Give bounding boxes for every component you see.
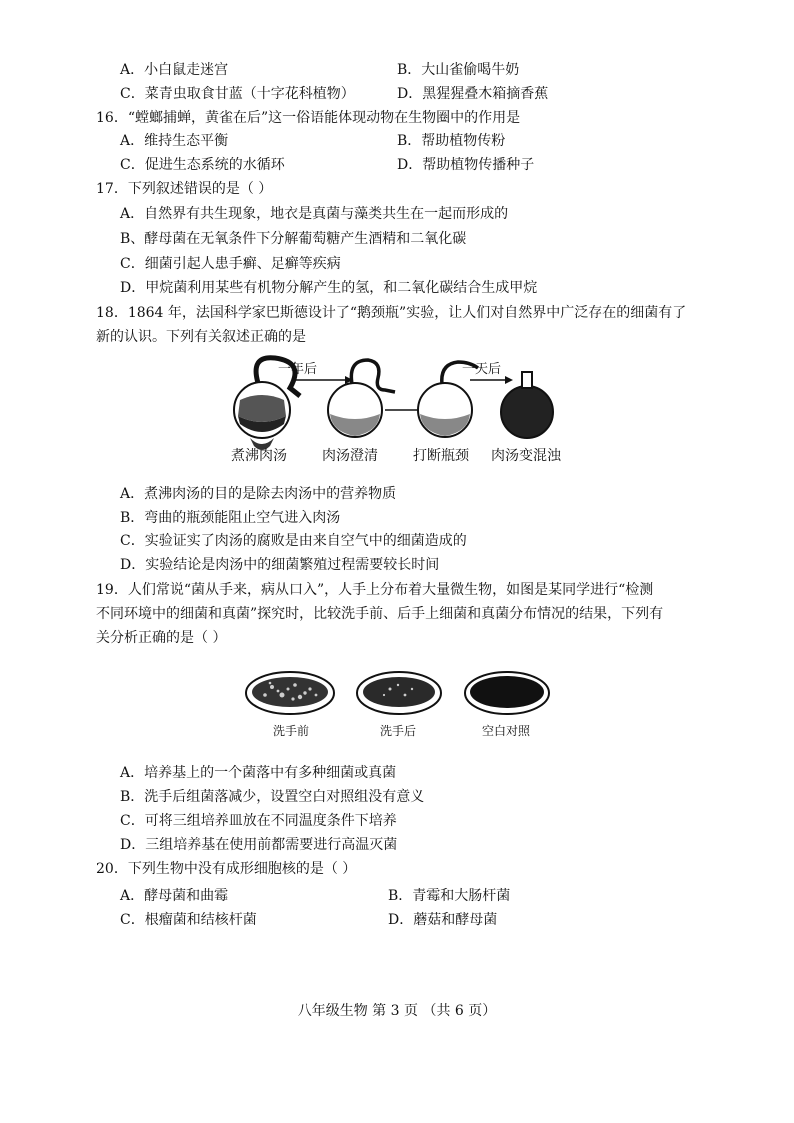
petri-dish-before-wash-icon — [246, 672, 334, 714]
q20-option-d: D．蘑菇和酵母菌 — [388, 912, 498, 928]
q16-option-c: C．促进生态系统的水循环 — [120, 157, 285, 173]
q20-stem: 20．下列生物中没有成形细胞核的是（ ） — [96, 861, 357, 877]
q18-option-d: D．实验结论是肉汤中的细菌繁殖过程需要较长时间 — [120, 557, 440, 573]
q19-option-b: B．洗手后组菌落减少，设置空白对照组没有意义 — [120, 789, 425, 805]
dish-label-after-wash: 洗手后 — [380, 724, 417, 738]
swan-neck-flask-figure — [0, 350, 794, 470]
q15-option-c: C．菜青虫取食甘蓝（十字花科植物） — [120, 86, 355, 102]
flask-label-clear: 肉汤澄清 — [322, 448, 378, 464]
q19-option-d: D．三组培养基在使用前都需要进行高温灭菌 — [120, 837, 398, 853]
petri-dish-figure — [0, 665, 794, 725]
q18-option-b: B．弯曲的瓶颈能阻止空气进入肉汤 — [120, 510, 341, 526]
q17-option-a: A．自然界有共生现象，地衣是真菌与藻类共生在一起而形成的 — [120, 206, 509, 222]
q18-stem-line1: 18．1864 年，法国科学家巴斯德设计了“鹅颈瓶”实验，让人们对自然界中广泛存在的细菌有了 — [96, 305, 687, 321]
petri-dish-blank-control-icon — [465, 672, 549, 714]
q16-option-a: A．维持生态平衡 — [120, 133, 229, 149]
q19-stem-line3: 关分析正确的是（ ） — [96, 630, 227, 646]
q20-option-a: A．酵母菌和曲霉 — [120, 888, 229, 904]
q17-option-c: C．细菌引起人患手癣、足癣等疾病 — [120, 256, 341, 272]
q16-option-d: D．帮助植物传播种子 — [397, 157, 535, 173]
q18-option-a: A．煮沸肉汤的目的是除去肉汤中的营养物质 — [120, 486, 397, 502]
q19-option-a: A．培养基上的一个菌落中有多种细菌或真菌 — [120, 765, 397, 781]
q17-stem: 17．下列叙述错误的是（ ） — [96, 181, 273, 197]
q16-option-b: B．帮助植物传粉 — [397, 133, 506, 149]
dish-label-before-wash: 洗手前 — [273, 724, 310, 738]
flask-label-broken: 打断瓶颈 — [413, 448, 469, 464]
q17-option-b: B、酵母菌在无氧条件下分解葡萄糖产生酒精和二氧化碳 — [120, 231, 467, 247]
q18-stem-line2: 新的认识。下列有关叙述正确的是 — [96, 329, 306, 345]
q17-option-d: D．甲烷菌利用某些有机物分解产生的氢，和二氧化碳结合生成甲烷 — [120, 280, 538, 296]
arrow-label-one-day: 一天后 — [462, 362, 502, 377]
q15-option-a: A．小白鼠走迷宫 — [120, 62, 229, 78]
arrow-one-year — [295, 376, 353, 384]
arrow-one-day — [470, 376, 513, 384]
q20-option-b: B．青霉和大肠杆菌 — [388, 888, 511, 904]
q15-option-d: D．黑猩猩叠木箱摘香蕉 — [397, 86, 549, 102]
dish-label-blank-control: 空白对照 — [482, 724, 531, 738]
arrow-label-one-year: 一年后 — [278, 362, 318, 377]
q19-stem-line2: 不同环境中的细菌和真菌”探究时，比较洗手前、后手上细菌和真菌分布情况的结果，下列有 — [96, 606, 664, 622]
petri-dish-after-wash-icon — [357, 672, 441, 714]
q19-option-c: C．可将三组培养皿放在不同温度条件下培养 — [120, 813, 397, 829]
q19-stem-line1: 19．人们常说“菌从手来，病从口入”，人手上分布着大量微生物，如图是某同学进行“检测 — [96, 582, 654, 598]
q18-option-c: C．实验证实了肉汤的腐败是由来自空气中的细菌造成的 — [120, 533, 467, 549]
q20-option-c: C．根瘤菌和结核杆菌 — [120, 912, 257, 928]
flask-clear-icon — [328, 360, 395, 437]
flask-label-boiling: 煮沸肉汤 — [231, 448, 287, 464]
page-footer: 八年级生物 第 3 页 （共 6 页） — [297, 1003, 497, 1019]
q16-stem: 16．“螳螂捕蝉，黄雀在后”这一俗语能体现动物在生物圈中的作用是 — [96, 110, 521, 126]
flask-label-turbid: 肉汤变混浊 — [491, 448, 561, 464]
q15-option-b: B．大山雀偷喝牛奶 — [397, 62, 520, 78]
